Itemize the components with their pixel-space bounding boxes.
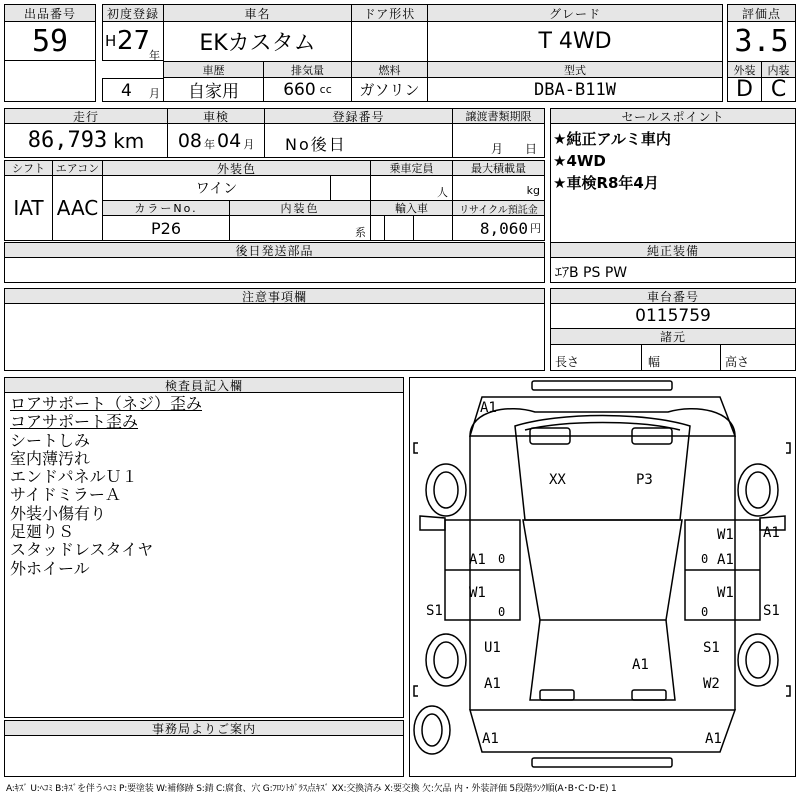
max-load-unit: kg	[526, 184, 540, 197]
equipment-label: 純正装備	[550, 242, 796, 258]
roof-outline	[523, 520, 682, 620]
wheel-rear-left-inner	[434, 642, 458, 678]
mark-right-door: A1	[717, 552, 734, 568]
inspector-note: シートしみ	[10, 430, 91, 450]
interior-color-unit: 系	[355, 226, 366, 239]
history-label: 車歴	[163, 61, 264, 78]
wheel-front-right-inner	[746, 472, 770, 508]
equipment: ｴｱB PS PW	[555, 265, 628, 281]
insp-year-unit: 年	[204, 137, 215, 151]
insp-year: 08	[177, 129, 202, 152]
fuel-label: 燃料	[351, 61, 428, 78]
inspector-note: 外装小傷有り	[10, 503, 107, 523]
reg-no-label: 登録番号	[264, 108, 453, 124]
taillight-left-outline	[540, 690, 574, 700]
inspector-note: スタッドレスタイヤ	[10, 540, 154, 560]
car-name-label: 車名	[163, 4, 352, 22]
mark-left-zero-bottom: 0	[498, 605, 506, 619]
mark-right-rear: W2	[703, 676, 720, 692]
body-side-lines	[470, 436, 735, 710]
mark-rear-left: A1	[482, 731, 499, 747]
mark-right-sill: S1	[763, 603, 780, 619]
mark-left-quarter: U1	[484, 640, 501, 656]
wheel-rear-right-inner	[746, 642, 770, 678]
mileage-unit: km	[113, 128, 145, 153]
first-reg-month: 4	[121, 81, 132, 101]
transfer-day-unit: 日	[525, 142, 538, 156]
sales-point: ★車検R8年4月	[553, 174, 659, 192]
era: H	[105, 32, 117, 50]
dims-label: 諸元	[550, 328, 796, 345]
mark-right-fender: A1	[763, 525, 780, 541]
month-unit: 月	[149, 87, 160, 100]
color-label: 外装色	[102, 160, 371, 176]
color-no-label: カラーNo.	[102, 200, 230, 216]
windshield-line	[525, 423, 680, 431]
mark-right-zero-top: 0	[701, 552, 709, 566]
mark-roof-left: XX	[549, 472, 566, 488]
sales-point: ★純正アルミ車内	[553, 130, 671, 148]
rear-panel-outline	[470, 710, 735, 752]
lot-number-label: 出品番号	[4, 4, 96, 22]
door-label: ドア形状	[351, 4, 428, 22]
later-parts-label: 後日発送部品	[4, 242, 545, 258]
ac-label: エアコン	[52, 160, 103, 176]
year-unit: 年	[149, 49, 160, 62]
inspector-note: 外ホイール	[10, 558, 90, 578]
model-label: 型式	[427, 61, 723, 78]
interior-color-label: 内装色	[229, 200, 371, 216]
first-reg-year: 27	[117, 26, 151, 56]
color-no: P26	[102, 215, 230, 241]
interior-grade: C	[761, 77, 796, 102]
inspector-note: ロアサポート（ネジ）歪み	[10, 394, 203, 413]
mark-right-door-top: W1	[717, 527, 734, 543]
displacement-unit: cc	[319, 83, 332, 96]
width-label: 幅	[648, 355, 661, 369]
chassis-label: 車台番号	[550, 288, 796, 304]
exterior-grade: D	[727, 77, 762, 102]
inspector-label: 検査員記入欄	[4, 377, 404, 393]
wheel-front-left-inner	[434, 472, 458, 508]
max-load-label: 最大積載量	[452, 160, 545, 176]
mark-left-rear: A1	[484, 676, 501, 692]
cabin-outline	[515, 416, 690, 521]
legend: A:ｷｽﾞ U:ﾍｺﾐ B:ｷｽﾞを伴うﾍｺﾐ P:要塗装 W:補修跡 S:錆 C:腐食、穴 G:ﾌﾛﾝﾄｶﾞﾗｽ点ｷｽﾞ XX:交換済み X:要交換 欠:欠品 内・外装評価 5段階ﾗﾝｸ順(A･B･C･D･E) 1	[6, 784, 617, 794]
lot-number: 59	[4, 21, 96, 61]
mileage-label: 走行	[4, 108, 168, 124]
rear-bumper-outline	[532, 758, 672, 767]
inspection-label: 車検	[167, 108, 265, 124]
inspector-note: 室内薄汚れ	[10, 448, 91, 468]
inspector-note: サイドミラーＡ	[10, 485, 121, 505]
shift: IAT	[4, 175, 53, 241]
mark-left-rear-door: W1	[469, 585, 486, 601]
capacity-label: 乗車定員	[370, 160, 453, 176]
mark-front: A1	[480, 400, 497, 416]
grade: T 4WD	[427, 21, 723, 62]
office-label: 事務局よりご案内	[4, 720, 404, 736]
color: ワイン	[102, 175, 331, 201]
taillight-right-outline	[632, 690, 666, 700]
transfer-month-unit: 月	[491, 142, 504, 156]
front-bumper-outline	[532, 381, 672, 390]
grade-label: グレード	[427, 4, 723, 22]
interior-label: 内装	[761, 61, 796, 78]
spare-wheel-inner	[422, 714, 442, 746]
chassis: 0115759	[550, 303, 796, 329]
mark-right-rear-door: W1	[717, 585, 734, 601]
recycle-unit: 円	[530, 222, 541, 235]
front-panel-outline	[470, 397, 735, 436]
inspector-note: 足廻りＳ	[10, 522, 75, 542]
score: 3.5	[727, 21, 796, 62]
mark-left-door: A1	[469, 552, 486, 568]
spare-wheel	[414, 706, 450, 754]
car-name: EKカスタム	[163, 21, 352, 62]
fuel: ガソリン	[351, 77, 428, 102]
insp-month-unit: 月	[243, 137, 255, 151]
inspector-note: エンドパネルＵ１	[10, 467, 138, 487]
mark-right-zero-bottom: 0	[701, 605, 709, 619]
displacement-label: 排気量	[263, 61, 352, 78]
shift-label: シフト	[4, 160, 53, 176]
rear-glass-outline	[530, 620, 675, 700]
ac: AAC	[52, 175, 103, 241]
capacity-unit: 人	[437, 186, 448, 199]
import-label: 輸入車	[370, 200, 453, 216]
mark-left-zero-top: 0	[498, 552, 506, 566]
insp-month: 04	[217, 129, 242, 152]
sales-point: ★4WD	[553, 152, 606, 170]
sales-points-label: セールスポイント	[550, 108, 796, 124]
mark-rear-right: A1	[705, 731, 722, 747]
mark-center: A1	[632, 657, 649, 673]
recycle: 8,060	[479, 218, 528, 238]
length-label: 長さ	[555, 355, 580, 369]
recycle-label: リサイクル預託金	[452, 200, 545, 216]
notes-label: 注意事項欄	[4, 288, 545, 304]
model: DBA-B11W	[427, 77, 723, 102]
inspector-note: コアサポート歪み	[10, 412, 139, 432]
first-reg-label: 初度登録	[102, 4, 164, 22]
exterior-label: 外装	[727, 61, 762, 78]
history: 自家用	[163, 77, 264, 102]
mileage: 86,793	[27, 128, 108, 153]
reg-no: No後日	[285, 135, 347, 154]
mark-right-quarter: S1	[703, 640, 720, 656]
mark-roof-right: P3	[636, 472, 653, 488]
height-label: 高さ	[725, 355, 750, 369]
mark-left-sill: S1	[426, 603, 443, 619]
score-label: 評価点	[727, 4, 796, 22]
displacement: 660	[283, 79, 316, 100]
transfer-deadline-label: 譲渡書類期限	[452, 108, 545, 124]
